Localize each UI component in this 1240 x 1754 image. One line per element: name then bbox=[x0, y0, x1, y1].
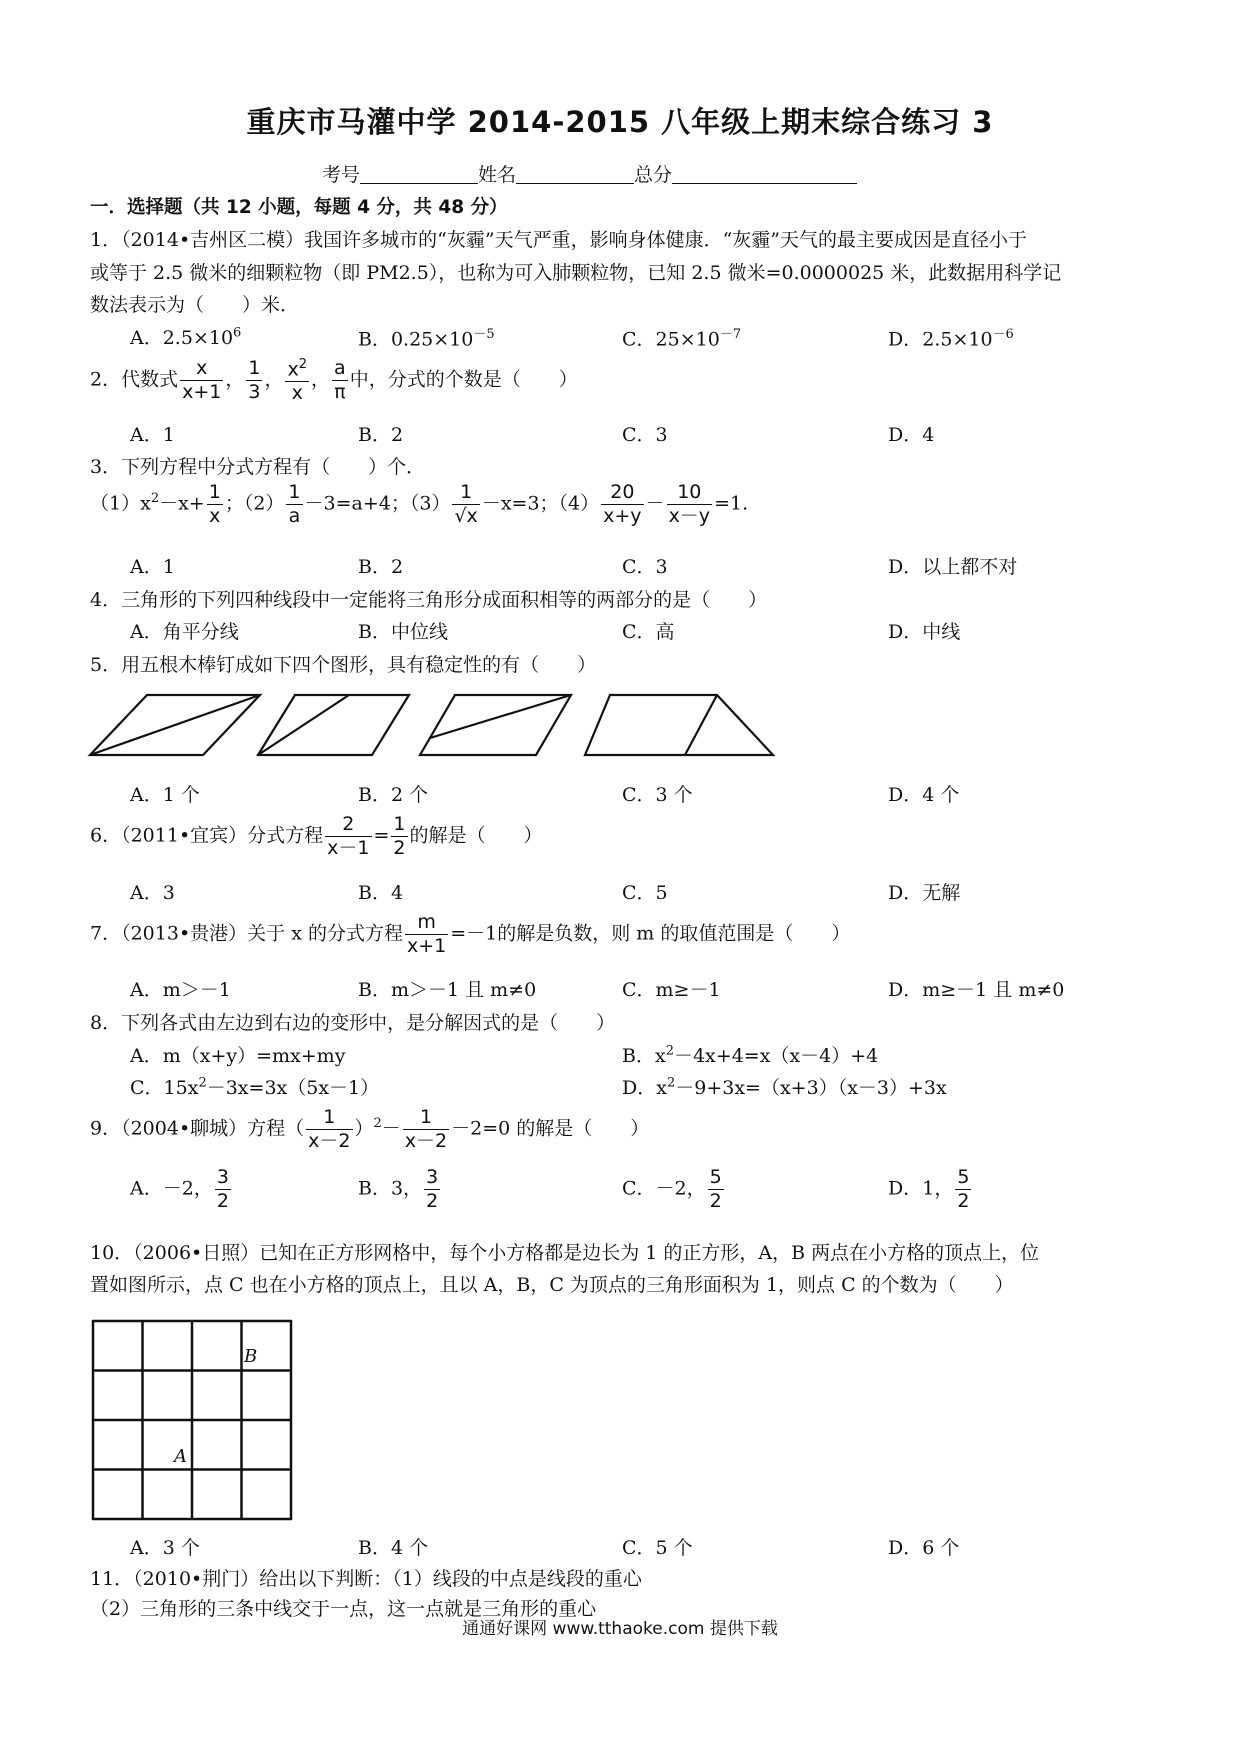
name-blank bbox=[516, 163, 634, 184]
q2-option-c: C．3 bbox=[622, 424, 668, 446]
page-title: 重庆市马灌中学 2014-2015 八年级上期末综合练习 3 bbox=[246, 105, 994, 139]
q5-figures bbox=[85, 690, 785, 760]
q5-figure-4 bbox=[585, 695, 773, 755]
q1-option-d: D．$2.5\times 10^{-6}$ bbox=[888, 327, 1014, 351]
q5-figure-3 bbox=[420, 695, 571, 755]
exam-no-label: 考号 bbox=[322, 164, 361, 186]
q5-option-a: A．1 个 bbox=[130, 784, 200, 806]
name-label: 姓名 bbox=[478, 164, 517, 186]
q4-option-d: D．中线 bbox=[888, 621, 961, 643]
q10-option-b: B．4 个 bbox=[358, 1537, 429, 1559]
q5-stem: 5．用五根木棒钉成如下四个图形，具有稳定性的有（ ） bbox=[90, 654, 597, 676]
q1-option-a: A．$2.5\times 10^6$ bbox=[130, 325, 242, 349]
page-footer: 通通好课网 www.tthaoke.com 提供下载 bbox=[462, 1619, 778, 1639]
q7-stem: 7．（2013•贵港）关于 x 的分式方程 $\frac{m}{x+1}$ =－1的解是负数，则 m 的取值范围是（ ） bbox=[90, 911, 851, 957]
q7-option-b: B．m＞－1 且 m≠0 bbox=[358, 979, 537, 1001]
q1-option-b: B．$0.25\times 10^{-5}$ bbox=[358, 327, 495, 351]
q3-option-c: C．3 bbox=[622, 556, 668, 578]
q1-option-c: C．$25\times 10^{-7}$ bbox=[622, 327, 742, 351]
total-label: 总分 bbox=[634, 164, 673, 186]
q10-point-b-label: B bbox=[244, 1346, 258, 1367]
q2-option-b: B．2 bbox=[358, 424, 404, 446]
q4-option-a: A．角平分线 bbox=[130, 621, 239, 643]
q6-option-b: B．4 bbox=[358, 882, 404, 904]
student-info bbox=[322, 160, 857, 187]
q6-option-d: D．无解 bbox=[888, 882, 961, 904]
q6-option-c: C．5 bbox=[622, 882, 668, 904]
q9-option-d: D．1， $\frac{5}{2}$ bbox=[888, 1166, 970, 1212]
q9-option-c: C．－2， $\frac{5}{2}$ bbox=[622, 1166, 722, 1212]
q1-line3: 数法表示为（ ）米． bbox=[90, 294, 300, 316]
q8-option-c: C．$15x^2-3x=3x(5x-1)$ bbox=[130, 1075, 380, 1099]
q9-option-b: B．3， $\frac{3}{2}$ bbox=[358, 1166, 439, 1212]
q2-option-a: A．1 bbox=[130, 424, 175, 446]
q2-frac-3: $\frac{x^2}{x}$ bbox=[287, 357, 308, 405]
exam-no-blank bbox=[360, 163, 478, 184]
q7-option-d: D．m≥－1 且 m≠0 bbox=[888, 979, 1065, 1001]
q8-stem: 8．下列各式由左边到右边的变形中，是分解因式的是（ ） bbox=[90, 1012, 616, 1034]
q4-option-b: B．中位线 bbox=[358, 621, 448, 643]
q8-option-a: A．m（x+y）=mx+my bbox=[130, 1045, 346, 1067]
q2-frac-2: $\frac{1}{3}$ bbox=[248, 357, 261, 404]
q3-equations: $(1)x^2-x+$ $\frac{1}{x}$ ；（2） $\frac{1}{a}$ －3=a+4；（3） $\frac{1}{√x}$ －x=3；（4） $\frac{20}{x+y}$ － $\frac{10}{x-y}$ =1. bbox=[90, 481, 749, 527]
q3-option-d: D．以上都不对 bbox=[888, 556, 1018, 578]
q10-option-c: C．5 个 bbox=[622, 1537, 693, 1559]
q2-option-d: D．4 bbox=[888, 424, 935, 446]
q3-stem: 3．下列方程中分式方程有（ ）个． bbox=[90, 456, 426, 478]
q8-option-d: D．$x^2-9+3x=(x+3)(x-3)+3x$ bbox=[622, 1075, 947, 1099]
q10-point-a-label: A bbox=[174, 1446, 187, 1467]
q3-option-a: A．1 bbox=[130, 556, 175, 578]
q4-stem: 4．三角形的下列四种线段中一定能将三角形分成面积相等的两部分的是（ ） bbox=[90, 589, 768, 611]
q6-option-a: A．3 bbox=[130, 882, 175, 904]
q7-option-c: C．m≥－1 bbox=[622, 979, 721, 1001]
q9-stem: 9．（2004•聊城）方程（ $\frac{1}{x-2}$ ）$^2$－ $\frac{1}{x-2}$ －2=0 的解是（ ） bbox=[90, 1106, 650, 1152]
q10-grid-figure bbox=[90, 1318, 296, 1524]
q5-option-c: C．3 个 bbox=[622, 784, 693, 806]
q5-option-b: B．2 个 bbox=[358, 784, 429, 806]
q1-line2: 或等于 2.5 微米的细颗粒物（即 PM2.5），也称为可入肺颗粒物，已知 2.5 微米=0.0000025 米，此数据用科学记 bbox=[90, 262, 1062, 284]
q10-option-d: D．6 个 bbox=[888, 1537, 960, 1559]
q8-option-b: B．$x^2-4x+4=x(x-4)+4$ bbox=[622, 1043, 879, 1067]
q11-line1: 11．（2010•荆门）给出以下判断：（1）线段的中点是线段的重心 bbox=[90, 1568, 642, 1590]
section-heading: 一．选择题（共 12 小题，每题 4 分，共 48 分） bbox=[90, 197, 508, 218]
q1-line1: 1．（2014•吉州区二模）我国许多城市的“灰霾”天气严重，影响身体健康．“灰霾”天气的最主要成因是直径小于 bbox=[90, 229, 1028, 251]
total-blank bbox=[672, 163, 857, 184]
q11-line2: （2）三角形的三条中线交于一点，这一点就是三角形的重心 bbox=[90, 1598, 597, 1620]
q7-option-a: A．m＞－1 bbox=[130, 979, 231, 1001]
q2-frac-4: $\frac{a}{\pi}$ bbox=[334, 357, 346, 404]
q9-option-a: A．－2， $\frac{3}{2}$ bbox=[130, 1166, 229, 1212]
q2-stem: 2．代数式 $\frac{x}{x+1}$ ， $\frac{1}{3}$ ， $\frac{x^2}{x}$ ， $\frac{a}{\pi}$ 中，分式的个数是（ ） bbox=[90, 357, 578, 405]
q6-stem: 6．（2011•宜宾）分式方程 $\frac{2}{x-1}$ = $\frac{1}{2}$ 的解是（ ） bbox=[90, 813, 543, 859]
q10-line1: 10．（2006•日照）已知在正方形网格中，每个小方格都是边长为 1 的正方形，A，B 两点在小方格的顶点上，位 bbox=[90, 1242, 1040, 1264]
q3-option-b: B．2 bbox=[358, 556, 404, 578]
q10-option-a: A．3 个 bbox=[130, 1537, 200, 1559]
q5-option-d: D．4 个 bbox=[888, 784, 960, 806]
q4-option-c: C．高 bbox=[622, 621, 675, 643]
q2-frac-1: $\frac{x}{x+1}$ bbox=[182, 357, 222, 404]
q10-line2: 置如图所示，点 C 也在小方格的顶点上，且以 A，B，C 为顶点的三角形面积为 1，则点 C 的个数为（ ） bbox=[90, 1274, 1014, 1296]
